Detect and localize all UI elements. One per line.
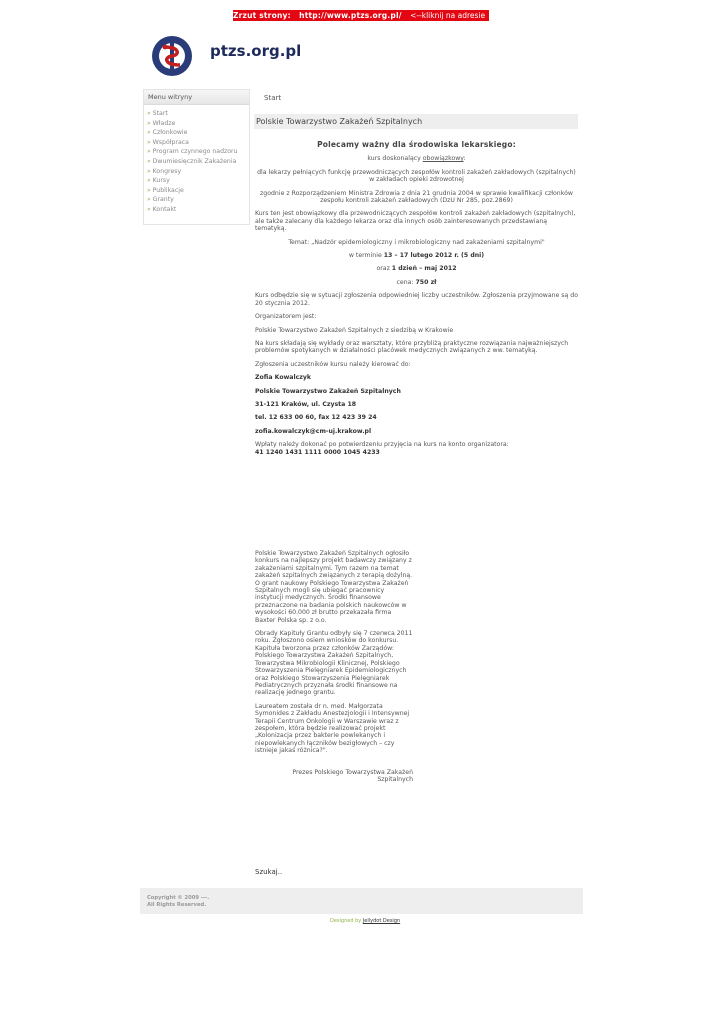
- bank-account: 41 1240 1431 1111 0000 1045 4233: [255, 448, 380, 456]
- arrow-right-icon: »: [147, 177, 151, 185]
- contact-address: 31-121 Kraków, ul. Czysta 18: [255, 400, 357, 408]
- page-title-bar: [254, 114, 578, 129]
- course-price: cena: 750 zł: [396, 278, 437, 286]
- course-registration: Kurs odbędzie się w sytuacji zgłoszenia odpowiedniej liczby uczestników. Zgłoszenia przyjmowane są do 20 stycznia 2012.: [255, 292, 578, 307]
- course-target: dla lekarzy pełniących funkcję przewodniczących zespołów kontroli zakażeń zakładowych (szpitalnych) w zakładach opieki zdrowotnej: [257, 168, 576, 184]
- sidebar-item-kontakt[interactable]: » Kontakt: [147, 205, 177, 213]
- article-content: [255, 141, 578, 456]
- sidebar-item-kongresy[interactable]: » Kongresy: [147, 167, 182, 175]
- banner-label: Zrzut strony:: [233, 11, 291, 20]
- design-credit: Designed by Jellydot Design: [330, 918, 401, 924]
- course-regulation: zgodnie z Rozporządzeniem Ministra Zdrowia z dnia 21 grudnia 2004 w sprawie kwalifikacji członków zespołu kontroli zakażeń zakładowych (DzU Nr 285, poz.2869): [260, 189, 573, 205]
- arrow-right-icon: »: [147, 129, 151, 137]
- organizer-label: Organizatorem jest:: [255, 313, 317, 321]
- arrow-right-icon: »: [147, 196, 151, 204]
- breadcrumb[interactable]: Start: [264, 94, 282, 102]
- sidebar-item-wladze[interactable]: » Władze: [147, 119, 176, 127]
- snake-staff-logo-icon: [150, 35, 194, 77]
- sidebar-item-czlonkowie[interactable]: » Członkowie: [147, 129, 188, 137]
- contact-org: Polskie Towarzystwo Zakażeń Szpitalnych: [255, 387, 401, 395]
- course-program: Na kurs składają się wykłady oraz warsztaty, które przybliżą praktyczne rozwiązania najważniejszych problemów spotykanych w działalności placówek medycznych związanych z ww. tematyką.: [255, 339, 569, 355]
- sidebar-item-dwumiesiecznik[interactable]: » Dwumiesięcznik Zakażenia: [147, 157, 237, 165]
- arrow-right-icon: »: [147, 148, 151, 156]
- course-type: kurs doskonalący obowiązkowy:: [367, 155, 466, 163]
- contact-email[interactable]: zofia.kowalczyk@cm-uj.krakow.pl: [255, 427, 372, 435]
- sidebar-item-granty[interactable]: » Granty: [147, 196, 174, 204]
- contact-name: Zofia Kowalczyk: [255, 374, 312, 382]
- copyright: Copyright © 2009 ---. All Rights Reserved.: [147, 895, 210, 908]
- site-logo[interactable]: [150, 35, 340, 75]
- contact-phone: tel. 12 633 00 60, fax 12 423 39 24: [255, 414, 377, 422]
- logo-text: ptzs.org.pl: [210, 42, 302, 60]
- sidebar-menu: [143, 89, 250, 225]
- grant-paragraph-2: Obrady Kapituły Grantu odbyły się 7 czerwca 2011 roku. Zgłoszono osiem wniosków do konkursu. Kapituła tworzona przez członków Zarządów: Polskiego Towarzystwa Zakażeń Szpitalnych, Towarzystwa Mikrobiologii Klinicznej, Polskiego Stowarzyszenia Pielęgniarek Epidemiologicznych oraz Polskiego Stowarzyszenia Pielęgniarek Pediatrycznych przyznała środki finansowe na realizację jednego grantu.: [255, 630, 413, 697]
- applications-text: Zgłoszenia uczestników kursu należy kierować do:: [255, 360, 411, 368]
- search-link[interactable]: Szukaj..: [255, 868, 283, 876]
- grant-paragraph-3: Laureatem została dr n. med. Małgorzata Symonides z Zakładu Anestezjologii i Intensywnej Terapii Centrum Onkologii w Warszawie wraz z zespołem, która będzie realizować projekt „Kolonizacja przez bakterie powlekanych i niepowlekanych łączników bezigłowych – czy istnieje jakaś różnica?".: [255, 702, 410, 755]
- payment-text: Wpłaty należy dokonać po potwierdzeniu przyjęcia na kurs na konto organizatora:: [255, 441, 509, 449]
- grant-paragraph-1: Polskie Towarzystwo Zakażeń Szpitalnych ogłosiło konkurs na najlepszy projekt badawczy związany z zakażeniami szpitalnymi. Tym razem na temat zakażeń szpitalnych związanych z terapią dożylną. O grant naukowy Polskiego Towarzystwa Zakażeń Szpitalnych mogli się ubiegać pracownicy instytucji medycznych. Środki finansowe przeznaczone na badania polskich naukowców w wysokości 60.000 zł brutto przekazała firma Baxter Polska sp. z o.o.: [255, 550, 413, 624]
- article-heading: Polecamy ważny dla środowiska lekarskiego:: [317, 140, 516, 149]
- banner-hint: <--kliknij na adresie: [410, 11, 486, 20]
- sidebar-item-start[interactable]: » Start: [147, 110, 168, 117]
- sidebar-item-wspolpraca[interactable]: » Współpraca: [147, 138, 189, 146]
- sidebar-menu-list: [144, 105, 249, 215]
- arrow-right-icon: »: [147, 157, 151, 165]
- sidebar-item-publikacje[interactable]: » Publikacje: [147, 186, 184, 194]
- arrow-right-icon: »: [147, 119, 151, 127]
- page-title: Polskie Towarzystwo Zakażeń Szpitalnych: [256, 117, 423, 126]
- course-extra-day: oraz 1 dzień – maj 2012: [376, 265, 457, 273]
- designer-link[interactable]: Jellydot Design: [362, 918, 401, 924]
- banner-url-link[interactable]: http://www.ptzs.org.pl/: [299, 11, 402, 20]
- screenshot-banner: [233, 10, 489, 21]
- sidebar-title: Menu witryny: [144, 90, 249, 105]
- course-topic: Temat: „Nadzór epidemiologiczny i mikrobiologiczny nad zakażeniami szpitalnymi": [288, 238, 545, 246]
- course-term: w terminie 13 – 17 lutego 2012 r. (5 dni): [348, 252, 485, 260]
- sidebar-item-kursy[interactable]: » Kursy: [147, 177, 170, 185]
- sidebar-item-program[interactable]: » Program czynnego nadzoru: [147, 148, 238, 156]
- obligatory-link[interactable]: obowiązkowy: [422, 155, 464, 163]
- arrow-right-icon: »: [147, 110, 151, 117]
- arrow-right-icon: »: [147, 186, 151, 194]
- organizer: Polskie Towarzystwo Zakażeń Szpitalnych z siedzibą w Krakowie: [255, 326, 454, 334]
- footer: [140, 888, 583, 914]
- grant-article: [255, 550, 413, 783]
- course-obligation: Kurs ten jest obowiązkowy dla przewodniczących zespołów kontroli zakażeń zakładowych (szpitalnych), ale także zalecany dla każdego lekarza oraz dla innych osób zainteresowanych przedstawianą tematyką.: [255, 210, 576, 233]
- arrow-right-icon: »: [147, 205, 151, 213]
- arrow-right-icon: »: [147, 167, 151, 175]
- grant-signature: Prezes Polskiego Towarzystwa Zakażeń Szpitalnych: [292, 768, 413, 783]
- arrow-right-icon: »: [147, 138, 151, 146]
